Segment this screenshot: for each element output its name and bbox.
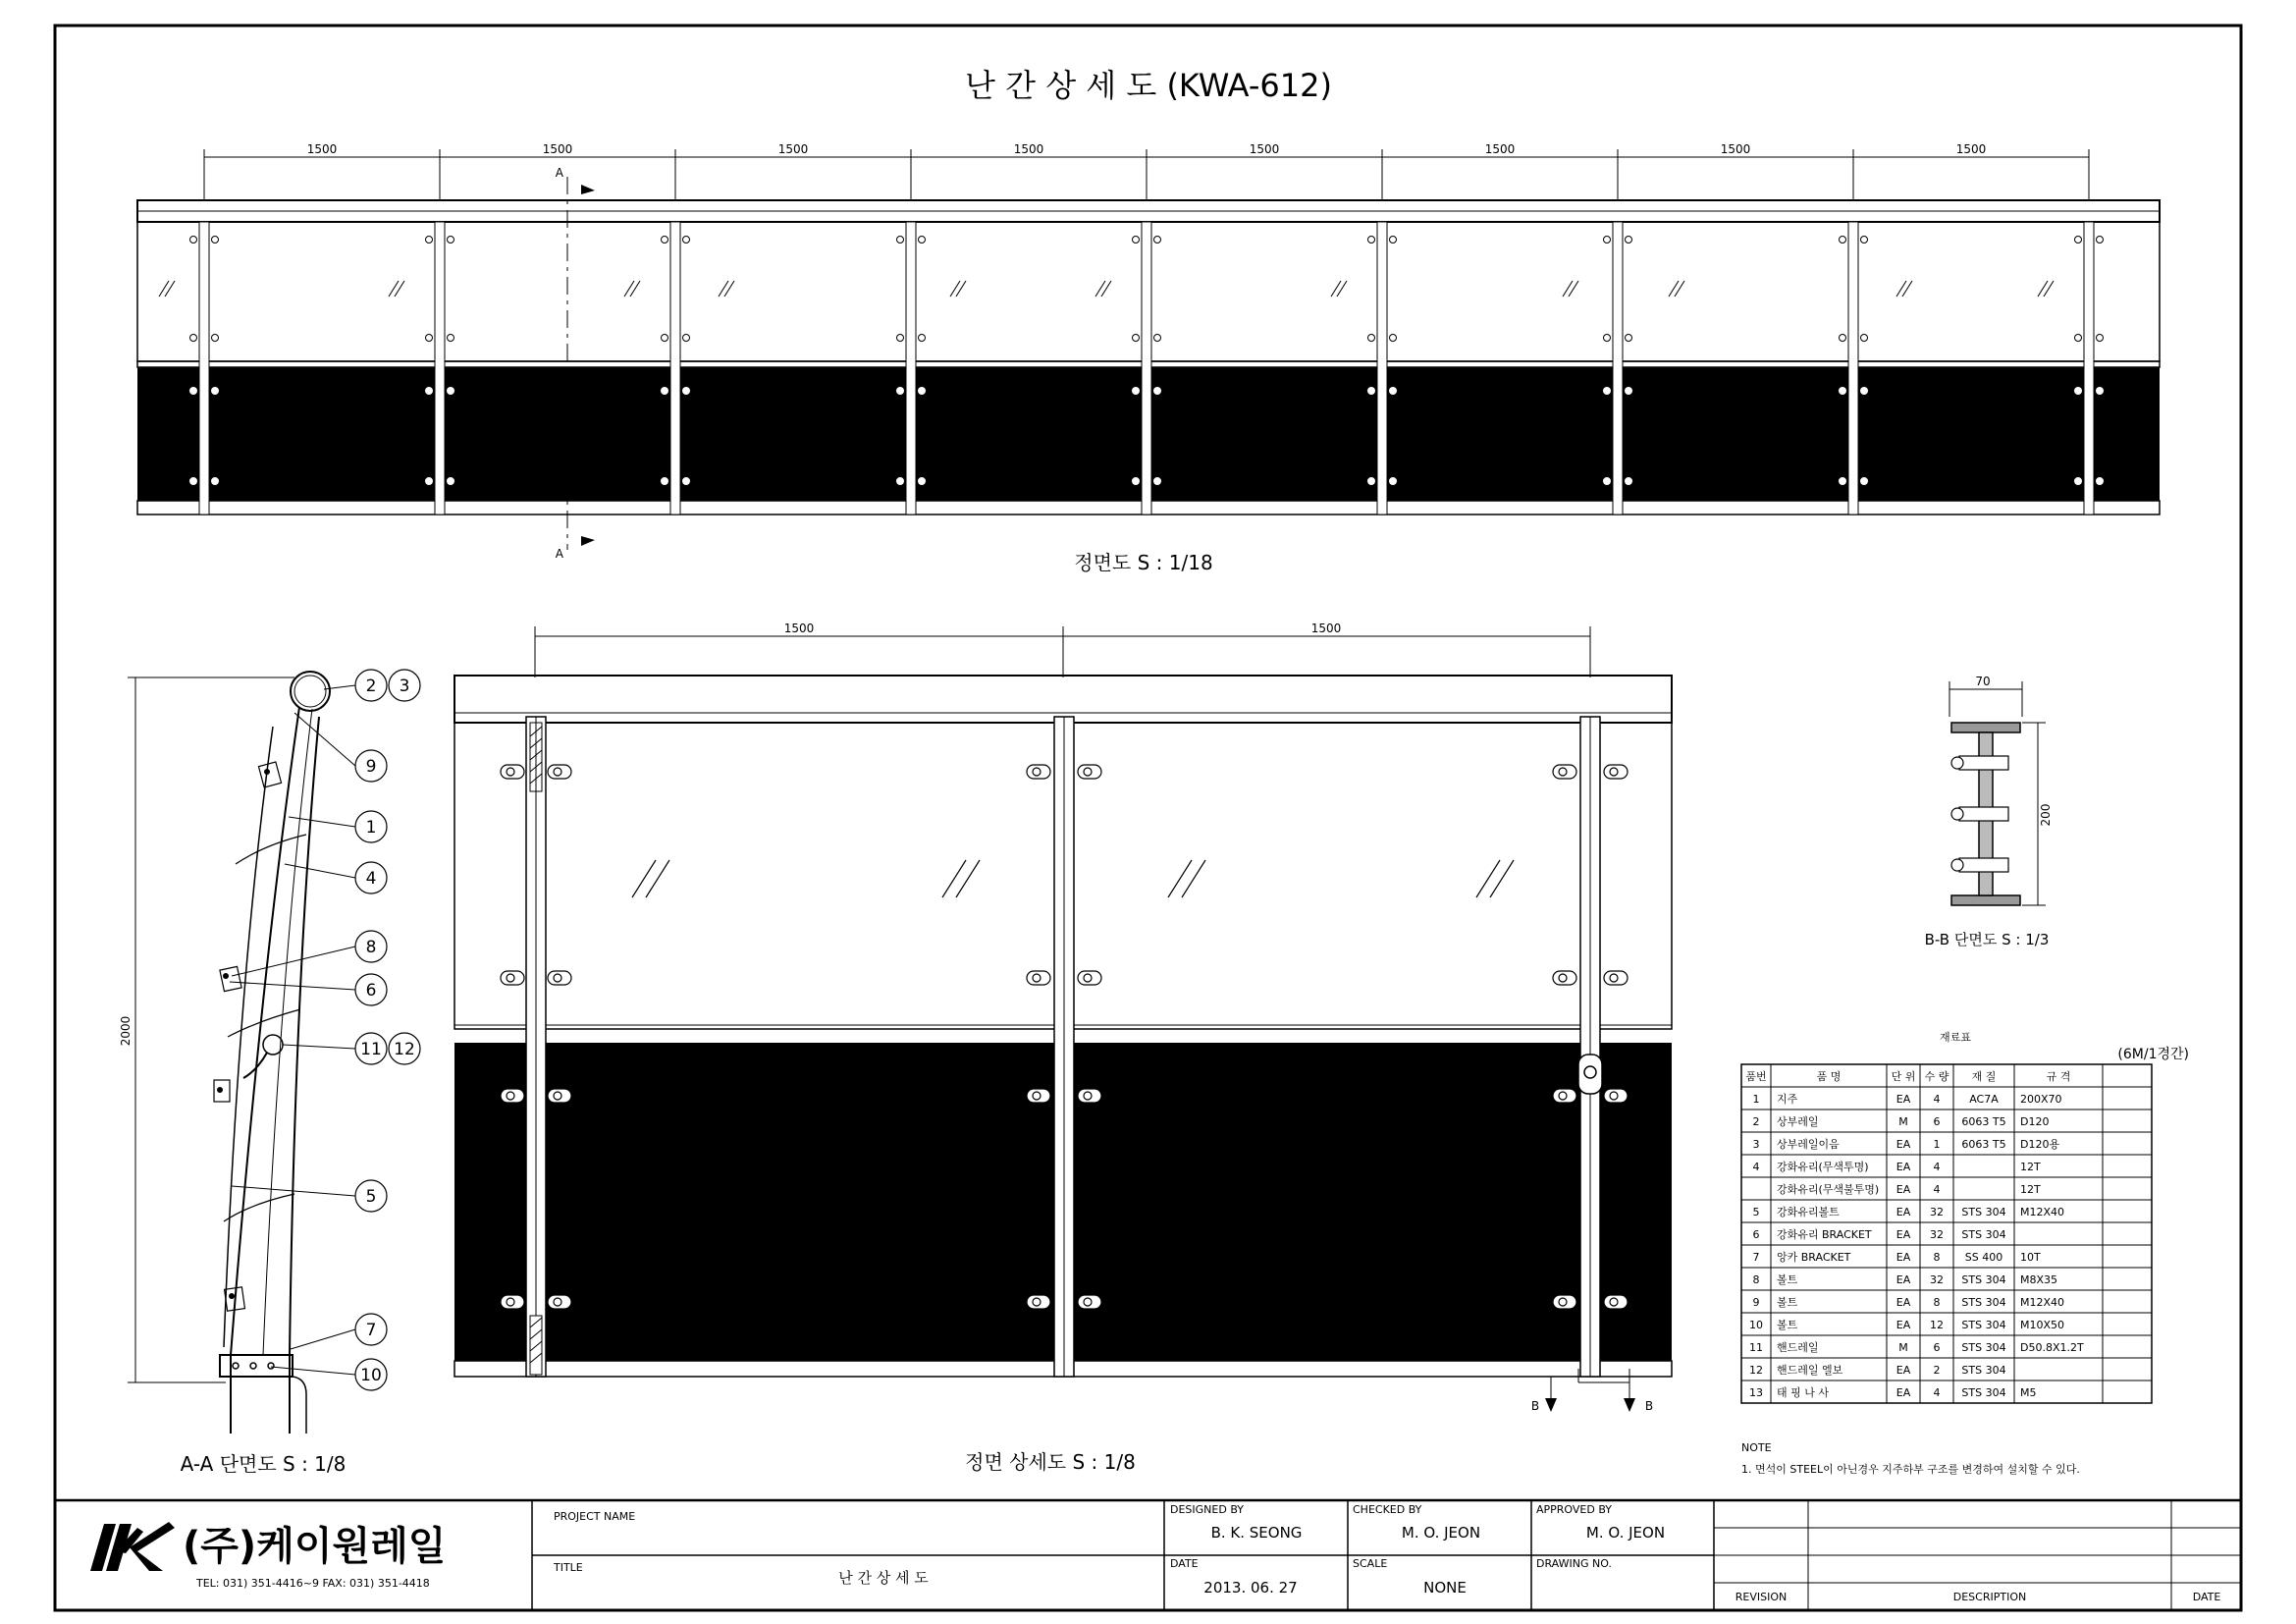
fv-glass-mark bbox=[1896, 281, 1912, 297]
bom-header-cell: 규 격 bbox=[2046, 1070, 2071, 1083]
dv-bolt bbox=[548, 1089, 571, 1103]
bom-cell: 2 bbox=[1933, 1364, 1941, 1377]
aa-brackets bbox=[214, 762, 282, 1311]
dv-section-mark-right: B bbox=[1644, 1399, 1654, 1413]
aa-balloon bbox=[389, 670, 420, 701]
fv-glass-mark bbox=[1563, 281, 1578, 297]
bom-cell: 강화유리(무색투명) bbox=[1777, 1161, 1869, 1173]
aa-balloon bbox=[232, 1180, 387, 1212]
bom-cell: STS 304 bbox=[1961, 1228, 2006, 1241]
fv-span-label: 1500 bbox=[1249, 142, 1280, 156]
fv-span-label: 1500 bbox=[777, 142, 809, 156]
dv-section-mark-left: B bbox=[1530, 1399, 1540, 1413]
approved-by-label: APPROVED BY bbox=[1536, 1503, 1613, 1516]
bom-title: 재료표 bbox=[1940, 1031, 1971, 1044]
bom-cell: 7 bbox=[1752, 1251, 1760, 1264]
svg-text:12: 12 bbox=[394, 1040, 415, 1059]
bom-header-cell: 수 량 bbox=[1924, 1070, 1949, 1083]
bom-cell: 9 bbox=[1752, 1296, 1760, 1309]
bom-cell: 3 bbox=[1752, 1138, 1760, 1151]
bom-cell: D120용 bbox=[2020, 1138, 2060, 1151]
bom-cell: 4 bbox=[1933, 1386, 1941, 1399]
fv-glass-mark bbox=[1095, 281, 1111, 297]
bom-cell: STS 304 bbox=[1961, 1206, 2006, 1218]
dv-bolt bbox=[501, 765, 524, 779]
bom-cell: 상부레일이음 bbox=[1777, 1138, 1840, 1151]
bom-cell: 4 bbox=[1933, 1183, 1941, 1196]
note-heading: NOTE bbox=[1741, 1441, 1772, 1454]
bom-cell: 4 bbox=[1933, 1161, 1941, 1173]
aa-section-caption: A-A 단면도 S : 1/8 bbox=[180, 1452, 347, 1476]
dv-bolt bbox=[1604, 1089, 1628, 1103]
bom-cell: EA bbox=[1896, 1386, 1911, 1399]
bom-cell: M bbox=[1898, 1115, 1908, 1128]
bb-height-dim: 200 bbox=[2039, 803, 2053, 827]
dv-bolt bbox=[1604, 1295, 1628, 1309]
bom-cell: 200X70 bbox=[2020, 1093, 2062, 1106]
detail-view bbox=[454, 622, 1672, 1474]
dv-bolt bbox=[501, 971, 524, 985]
dv-span-1: 1500 bbox=[783, 622, 815, 635]
aa-height-dim: 2000 bbox=[119, 1015, 133, 1047]
designed-by-label: DESIGNED BY bbox=[1170, 1503, 1244, 1516]
revision-label: REVISION bbox=[1735, 1591, 1788, 1603]
bom-cell: 10T bbox=[2020, 1251, 2041, 1264]
bom-cell: STS 304 bbox=[1961, 1273, 2006, 1286]
bom-cell: 10 bbox=[1749, 1319, 1763, 1331]
svg-text:3: 3 bbox=[399, 677, 410, 696]
dv-glass-mark bbox=[942, 860, 980, 897]
aa-balloon bbox=[232, 931, 387, 976]
bom-table bbox=[1741, 1030, 2189, 1403]
aa-balloon bbox=[230, 974, 387, 1005]
drawing-no-label: DRAWING NO. bbox=[1536, 1557, 1612, 1570]
dv-bolt bbox=[1604, 765, 1628, 779]
bom-cell: 핸드레일 bbox=[1777, 1341, 1819, 1354]
title-block bbox=[55, 1500, 2241, 1610]
dv-glass-mark bbox=[632, 860, 669, 897]
aa-handrail bbox=[263, 1035, 283, 1055]
dv-bolt bbox=[1027, 765, 1050, 779]
bom-cell: 볼트 bbox=[1777, 1296, 1798, 1309]
bom-cell: EA bbox=[1896, 1138, 1911, 1151]
bom-cell: EA bbox=[1896, 1228, 1911, 1241]
fv-glass-mark bbox=[2038, 281, 2054, 297]
bom-cell: AC7A bbox=[1969, 1093, 1999, 1106]
checked-by-value: M. O. JEON bbox=[1401, 1524, 1481, 1542]
bom-cell: EA bbox=[1896, 1364, 1911, 1377]
bom-cell: 강화유리 BRACKET bbox=[1777, 1228, 1872, 1241]
bom-cell: 6 bbox=[1752, 1228, 1760, 1241]
aa-balloon bbox=[289, 811, 387, 842]
fv-section-arrow-top bbox=[581, 185, 595, 194]
bom-cell: 1 bbox=[1752, 1093, 1760, 1106]
dv-bolt bbox=[1078, 1089, 1101, 1103]
dv-bolt bbox=[1604, 971, 1628, 985]
svg-text:2: 2 bbox=[365, 677, 377, 696]
bb-top-flange bbox=[1951, 723, 2020, 732]
bom-header-cell: 품번 bbox=[1745, 1070, 1767, 1083]
fv-span-label: 1500 bbox=[1720, 142, 1751, 156]
checked-by-label: CHECKED BY bbox=[1353, 1503, 1422, 1516]
bb-section bbox=[1925, 675, 2053, 948]
company-logo bbox=[90, 1522, 175, 1571]
bom-cell: M10X50 bbox=[2020, 1319, 2065, 1331]
bom-cell: 강화유리(무색불투명) bbox=[1777, 1183, 1880, 1196]
dv-bolt bbox=[548, 971, 571, 985]
date-label: DATE bbox=[1170, 1557, 1199, 1570]
bom-cell: 12 bbox=[1749, 1364, 1763, 1377]
bom-cell: 지주 bbox=[1777, 1093, 1798, 1106]
front-view bbox=[137, 142, 2160, 574]
scale-value: NONE bbox=[1423, 1579, 1467, 1597]
bom-cell: EA bbox=[1896, 1296, 1911, 1309]
aa-callout-balloons bbox=[230, 670, 420, 1390]
bom-cell: EA bbox=[1896, 1093, 1911, 1106]
svg-text:6: 6 bbox=[365, 981, 377, 1001]
fv-glass-mark bbox=[719, 281, 734, 297]
front-view-dimensions bbox=[204, 142, 2089, 200]
fv-span-label: 1500 bbox=[1955, 142, 1987, 156]
svg-text:5: 5 bbox=[365, 1187, 377, 1207]
bom-cell: EA bbox=[1896, 1206, 1911, 1218]
bom-cell: EA bbox=[1896, 1251, 1911, 1264]
dv-glass-mark bbox=[1168, 860, 1205, 897]
dv-bolt bbox=[1027, 1089, 1050, 1103]
bom-cell: 6 bbox=[1933, 1115, 1941, 1128]
bom-cell: 태 핑 나 사 bbox=[1777, 1386, 1829, 1399]
bom-cell: STS 304 bbox=[1961, 1386, 2006, 1399]
svg-text:1: 1 bbox=[365, 818, 377, 838]
bom-cell: M5 bbox=[2020, 1386, 2037, 1399]
fv-glass-mark bbox=[1669, 281, 1684, 297]
bom-cell: 앙카 BRACKET bbox=[1777, 1251, 1851, 1264]
bom-cell: M12X40 bbox=[2020, 1296, 2065, 1309]
svg-text:11: 11 bbox=[360, 1040, 382, 1059]
dv-bolt bbox=[1027, 971, 1050, 985]
bom-header-cell: 재 질 bbox=[1971, 1070, 1997, 1083]
aa-top-rail bbox=[291, 672, 330, 711]
fv-glass-mark bbox=[389, 281, 404, 297]
description-label: DESCRIPTION bbox=[1952, 1591, 2027, 1603]
bom-cell: 8 bbox=[1752, 1273, 1760, 1286]
rev-date-label: DATE bbox=[2192, 1591, 2221, 1603]
bom-cell: STS 304 bbox=[1961, 1341, 2006, 1354]
scale-label: SCALE bbox=[1353, 1557, 1388, 1570]
bom-cell: 8 bbox=[1933, 1251, 1941, 1264]
bom-cell: 볼트 bbox=[1777, 1273, 1798, 1286]
bom-cell: 6063 T5 bbox=[1961, 1115, 2006, 1128]
dv-bolt bbox=[548, 765, 571, 779]
fv-span-label: 1500 bbox=[1013, 142, 1044, 156]
bom-cell: 12T bbox=[2020, 1161, 2041, 1173]
bom-cell: 5 bbox=[1752, 1206, 1760, 1218]
svg-text:4: 4 bbox=[365, 869, 377, 889]
dv-bolt bbox=[501, 1089, 524, 1103]
bom-cell: EA bbox=[1896, 1161, 1911, 1173]
title-value: 난 간 상 세 도 bbox=[838, 1569, 929, 1587]
dv-bolt bbox=[548, 1295, 571, 1309]
bom-cell: M bbox=[1898, 1341, 1908, 1354]
aa-balloon bbox=[291, 1314, 387, 1349]
company-name: (주)케이원레일 bbox=[183, 1524, 447, 1569]
bb-bottom-flange bbox=[1951, 895, 2020, 905]
dv-bolt bbox=[501, 1295, 524, 1309]
bom-cell: STS 304 bbox=[1961, 1364, 2006, 1377]
dv-bolt bbox=[1027, 1295, 1050, 1309]
bom-grid bbox=[1741, 1064, 2152, 1403]
bom-cell: 핸드레일 엘보 bbox=[1777, 1364, 1843, 1377]
dv-bolt bbox=[1078, 1295, 1101, 1309]
aa-balloon bbox=[389, 1033, 420, 1064]
svg-text:7: 7 bbox=[365, 1321, 377, 1340]
aa-section bbox=[119, 670, 420, 1476]
fv-section-mark-top: A bbox=[555, 166, 563, 180]
svg-text:10: 10 bbox=[360, 1366, 382, 1385]
bb-width-dim: 70 bbox=[1975, 675, 1991, 688]
bom-cell: EA bbox=[1896, 1273, 1911, 1286]
bom-cell: D50.8X1.2T bbox=[2020, 1341, 2084, 1354]
bom-cell: 32 bbox=[1930, 1206, 1944, 1218]
bom-cell: EA bbox=[1896, 1183, 1911, 1196]
bom-cell: 6063 T5 bbox=[1961, 1138, 2006, 1151]
bom-cell: 12 bbox=[1930, 1319, 1944, 1331]
bom-cell: 1 bbox=[1933, 1138, 1941, 1151]
svg-text:9: 9 bbox=[365, 757, 377, 777]
dv-bolt bbox=[1553, 971, 1576, 985]
company-contact: TEL: 031) 351-4416~9 FAX: 031) 351-4418 bbox=[196, 1577, 430, 1590]
designed-by-value: B. K. SEONG bbox=[1210, 1524, 1303, 1542]
project-name-label: PROJECT NAME bbox=[554, 1510, 636, 1523]
bom-cell: 13 bbox=[1749, 1386, 1763, 1399]
fv-span-label: 1500 bbox=[1484, 142, 1516, 156]
approved-by-value: M. O. JEON bbox=[1585, 1524, 1666, 1542]
front-view-caption: 정면도 S : 1/18 bbox=[1074, 551, 1213, 574]
aa-post-outline bbox=[231, 707, 319, 1434]
bom-cell: STS 304 bbox=[1961, 1296, 2006, 1309]
dv-top-rail bbox=[454, 676, 1672, 723]
bb-section-caption: B-B 단면도 S : 1/3 bbox=[1924, 931, 2050, 948]
dv-glass-mark bbox=[1476, 860, 1514, 897]
bom-cell: EA bbox=[1896, 1319, 1911, 1331]
dv-bolt bbox=[1553, 1089, 1576, 1103]
dv-bolt bbox=[1553, 1295, 1576, 1309]
dv-bolt bbox=[1553, 765, 1576, 779]
drawing-title: 난 간 상 세 도 (KWA-612) bbox=[965, 67, 1332, 104]
bom-cell: 12T bbox=[2020, 1183, 2041, 1196]
bom-cell: 4 bbox=[1752, 1161, 1760, 1173]
detail-view-caption: 정면 상세도 S : 1/8 bbox=[965, 1450, 1136, 1474]
dv-span-2: 1500 bbox=[1310, 622, 1342, 635]
bom-cell: 32 bbox=[1930, 1273, 1944, 1286]
dv-dimensions bbox=[535, 622, 1590, 677]
bom-subtitle: (6M/1경간) bbox=[2117, 1047, 2189, 1062]
bom-cell: M8X35 bbox=[2020, 1273, 2058, 1286]
title-label: TITLE bbox=[554, 1561, 583, 1574]
fv-section-arrow-bottom bbox=[581, 536, 595, 546]
bom-cell: 32 bbox=[1930, 1228, 1944, 1241]
bom-cell: SS 400 bbox=[1964, 1251, 2003, 1264]
bom-cell: 4 bbox=[1933, 1093, 1941, 1106]
bom-header-cell: 품 명 bbox=[1816, 1070, 1842, 1083]
bom-cell: 2 bbox=[1752, 1115, 1760, 1128]
aa-balloon bbox=[271, 1359, 387, 1390]
date-value: 2013. 06. 27 bbox=[1203, 1579, 1298, 1597]
bom-cell: STS 304 bbox=[1961, 1319, 2006, 1331]
bom-cell: 6 bbox=[1933, 1341, 1941, 1354]
fv-span-label: 1500 bbox=[542, 142, 573, 156]
bom-header-cell: 단 위 bbox=[1891, 1070, 1916, 1083]
bom-cell: 강화유리볼트 bbox=[1777, 1206, 1840, 1218]
bom-cell: 11 bbox=[1749, 1341, 1763, 1354]
aa-balloon bbox=[285, 862, 387, 893]
bom-cell: 상부레일 bbox=[1777, 1115, 1819, 1128]
aa-balloon bbox=[294, 713, 387, 782]
bom-cell: D120 bbox=[2020, 1115, 2050, 1128]
bom-cell: 볼트 bbox=[1777, 1319, 1798, 1331]
fv-glass-mark bbox=[950, 281, 966, 297]
note-text: 1. 면석이 STEEL이 아닌경우 지주하부 구조를 변경하여 설치할 수 있다. bbox=[1741, 1463, 2080, 1476]
bom-cell: M12X40 bbox=[2020, 1206, 2065, 1218]
aa-balloon bbox=[324, 670, 387, 701]
dv-bolt bbox=[1078, 971, 1101, 985]
fv-section-mark-bottom: A bbox=[555, 547, 563, 561]
fv-span-label: 1500 bbox=[306, 142, 338, 156]
bom-cell: 8 bbox=[1933, 1296, 1941, 1309]
dv-bolt bbox=[1078, 765, 1101, 779]
fv-glass-mark bbox=[1331, 281, 1347, 297]
fv-glass-mark bbox=[624, 281, 640, 297]
svg-text:8: 8 bbox=[365, 938, 377, 957]
fv-glass-mark bbox=[159, 281, 175, 297]
